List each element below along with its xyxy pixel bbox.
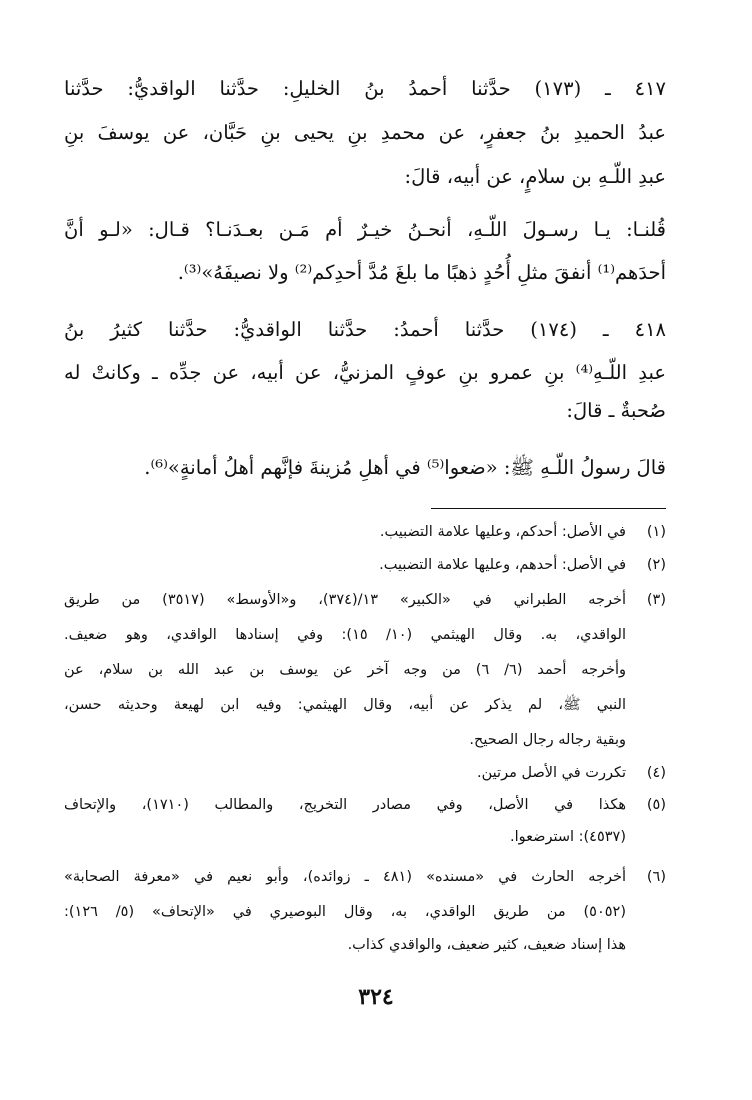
footnote-6-line-2: (٥٠٥٢) من طريق الواقدي، به، وقال البوصيري في «الإتحاف» (٥/ ١٢٦):	[64, 904, 626, 920]
page-number: ٣٢٤	[358, 984, 394, 1010]
footnote-number: (٢)	[646, 557, 666, 573]
hadith-417-line-5: أحدَهم⁽¹⁾ أنفقَ مثلِ أُحُدٍ ذهبًا ما بلغَ مُدَّ أحدِكم⁽²⁾ ولا نصيفَهُ»⁽³⁾.	[177, 261, 666, 284]
footnote-text: في الأصل: أحدكم، وعليها علامة التضبيب.	[379, 524, 626, 540]
footnote-3-line-4: النبي ﷺ، لم يذكر عن أبيه، وقال الهيثمي: وفيه ابن لهيعة وحديثه حسن،	[64, 697, 626, 713]
footnote-5-line-2: (٤٥٣٧): استرضعوا.	[510, 829, 626, 845]
footnote-3-line-5: وبقية رجاله رجال الصحيح.	[469, 732, 626, 748]
hadith-418-line-4: قالَ رسولُ اللّـهِ ﷺ: «ضعوا⁽⁵⁾ في أهلِ مُزينةَ فإنَّهم أهلُ أمانةٍ»⁽⁶⁾.	[144, 456, 666, 479]
footnote-text: في الأصل: أحدهم، وعليها علامة التضبيب.	[379, 557, 626, 573]
hadith-417-line-2: عبدُ الحميدِ بنُ جعفرٍ، عن محمدِ بنِ يحيى بنِ حَبَّان، عن يوسفَ بنِ	[64, 121, 666, 144]
footnote-text: أخرجه الطبراني في «الكبير» ١٣/(٣٧٤)، و«الأوسط» (٣٥١٧) من طريق	[64, 592, 626, 608]
footnote-number: (٣)	[646, 592, 666, 608]
hadith-418-line-1: ٤١٨ ـ (١٧٤) حدَّثنا أحمدُ: حدَّثنا الواقديُّ: حدَّثنا كثيرُ بنُ	[64, 318, 667, 341]
hadith-417-line-4: قُلنـا: يـا رسـولَ اللّـهِ، أنحـنُ خيـرٌ أم مَـن بعـدَنـا؟ قـال: «لـو أنَّ	[64, 218, 666, 241]
hadith-418-line-3: صُحبةٌ ـ قالَ:	[566, 399, 666, 422]
footnote-number: (٦)	[646, 869, 666, 885]
footnote-6-line-3: هذا إسناد ضعيف، كثير ضعيف، والواقدي كذاب.	[347, 937, 626, 953]
footnote-3-line-3: وأخرجه أحمد (٦/ ٦) من وجه آخر عن يوسف بن عبد الله بن سلام، عن	[64, 662, 627, 678]
hadith-417-line-1: ٤١٧ ـ (١٧٣) حدَّثنا أحمدُ بنُ الخليلِ: حدَّثنا الواقديُّ: حدَّثنا	[64, 77, 666, 100]
hadith-417-line-3: عبدِ اللّـهِ بن سلامٍ، عن أبيه، قالَ:	[404, 165, 666, 188]
footnote-text: أخرجه الحارث في «مسنده» (٤٨١ ـ زوائده)، وأبو نعيم في «معرفة الصحابة»	[64, 869, 626, 885]
footnote-3-line-2: الواقدي، به. وقال الهيثمي (١٠/ ١٥): وفي إسنادها الواقدي، وهو ضعيف.	[64, 627, 626, 643]
hadith-418-line-2: عبدِ اللّـهِ⁽⁴⁾ بنِ عمرو بنِ عوفٍ المزنيُّ، عن أبيه، عن جدِّه ـ وكانتْ له	[64, 361, 666, 384]
footnote-number: (٥)	[646, 797, 666, 813]
footnote-number: (١)	[646, 524, 666, 540]
footnote-divider	[431, 508, 666, 509]
footnote-text: هكذا في الأصل، وفي مصادر التخريج، والمطالب (١٧١٠)، والإتحاف	[64, 797, 626, 813]
footnote-number: (٤)	[646, 765, 666, 781]
footnote-text: تكررت في الأصل مرتين.	[477, 765, 626, 781]
